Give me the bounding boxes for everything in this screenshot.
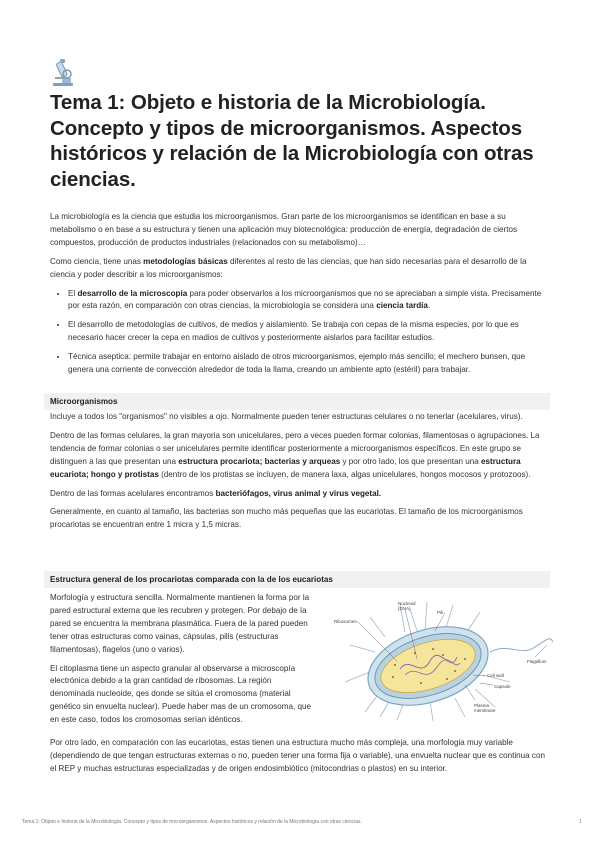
paragraph: Dentro de las formas acelulares encontramos bacteriófagos, virus animal y virus vegetal. <box>50 488 382 498</box>
list-item: • El desarrollo de la microscopía para poder observarlos a los microorganismos que no se apreciaban a simple vista. Precisamente por esta razón, en comparación con otras ciencias, la microbiología se considera una ciencia tardía. <box>68 288 550 314</box>
list-item: • El desarrollo de metodologías de cultivos, de medios y aislamiento. Se trabaja con cepas de la misma especies, por lo que es necesario hacer crecer la cepa en madios de cultivos y posteriormente aislarlos para facilitar estudios. <box>68 319 550 345</box>
prokaryotic-cell-diagram <box>325 597 553 722</box>
footer-text: Tema 1: Objeto e historia de la Microbiología. Concepto y tipos de microorganismos. Aspectos históricos y relación de la Microbiología con otras ciencias. <box>22 819 362 825</box>
intro-paragraph: La microbiología es la ciencia que estudia los microorganismos. Gran parte de los microorganismos se identifican en base a su metabolismo o en base a su estructura y tienen una aplicación muy biotecnológica: producción de energía, degradación de ciertos compuestos, producción de productos industriales (relacionados con su metabolismo)… <box>50 212 518 247</box>
diagram-label-flagellum: Flagellum <box>527 659 547 664</box>
microorganismos-section <box>50 411 550 538</box>
paragraph: Dentro de las formas celulares, la gran mayoria son unicelulares, pero a veces pueden formar colonias, filamentosas o agrupaciones. La tendencia de formar colonias o ser unicelulares permite identificar posteriormente a microorganismos específicos. En este grupo se distinguen a las que presentan una estructura procariota; bacterias y arqueas y por otro lado, los que presentan una estructura eucariota; hongo y protistas (dentro de los protistas se incluyen, de manera laxa, algas unicelulares, hongos mocosos y protozoos). <box>50 430 540 479</box>
page-footer <box>22 819 582 825</box>
diagram-label-pili: Pili <box>437 610 444 615</box>
eucariota-comparison-section <box>50 737 550 782</box>
paragraph: Morfología y estructura sencilla. Normalmente mantienen la forma por la pared estructural externa que les recubren y protegen. Por debajo de la pared se encuentra la membrana plasmática. Fuera de la pared pueden tener otras estructuras como vainas, cápsulas, pilis (estructuras filamentosas), flagelos (uno o varios). <box>50 593 310 654</box>
intro-section <box>50 211 550 383</box>
microscope-icon <box>50 58 76 88</box>
methodology-list <box>50 288 550 377</box>
section-heading-microorganismos: Microorganismos <box>44 393 550 410</box>
methodology-paragraph: Como ciencia, tiene unas metodologías básicas diferentes al resto de las ciencias, que han sido necesarias para el desarrollo de la ciencia y poder describir a los microorganismos: <box>50 256 527 279</box>
page-title: Tema 1: Objeto e historia de la Microbiología. Concepto y tipos de microorganismos. Aspectos históricos y relación de la Microbiología con otras ciencias. <box>50 91 534 191</box>
page-number: 1 <box>579 819 582 825</box>
diagram-label-cell-wall: Cell wall <box>487 673 504 678</box>
list-item: • Técnica aseptica: permite trabajar en entorno aislado de otros microorganismos, ejemplo más sencillo; el mechero bunsen, que genera una corriente de convección alrededor de toda la llama, creando un ambiente apto (estéril) para trabajar. <box>68 351 550 377</box>
paragraph: Incluye a todos los "organismos" no visibles a ojo. Normalmente pueden tener estructuras celulares o no tenerlar (acelulares, virus). <box>50 412 523 421</box>
section-heading-estructura: Estructura general de los procariotas comparada con la de los eucariotas <box>44 571 550 588</box>
diagram-label-plasma-membrane: Plasma membrane <box>474 703 496 713</box>
estructura-section <box>50 592 312 733</box>
diagram-label-nucleoid: Nucleoid (DNA) <box>398 601 416 611</box>
diagram-label-ribosomes: Ribosomes <box>334 619 357 624</box>
paragraph: Por otro lado, en comparación con las eucariotas, estas tienen una estructura mucho más compleja, una morfologia muy variable (dependiendo de que tengan estructuras externas o no, pueden tener una forma fija o variable), una envuelta nuclear que es continua con el REP y muchas estructuras especializadas y de origen endosimbiótico (mitocondrias o plastos) en su interior. <box>50 738 545 773</box>
paragraph: El citoplasma tiene un aspecto granular al observarse a microscopía electrónica debido a la gran cantidad de ribosomas. La región denominada nucleoide, qes donde se sitúa el cromosoma (material genético sin envuelta nuclear). Puede haber mas de un cromosoma, que en este caso, todos los cromosomas serían idénticos. <box>50 663 311 725</box>
diagram-label-capsule: Capsule <box>494 684 511 689</box>
paragraph: Generalmente, en cuanto al tamaño, las bacterias son mucho más pequeñas que las eucariotas. El tamaño de los microorganismos procariotas se encuentran entre 1 micra y 1,5 micras. <box>50 507 523 530</box>
